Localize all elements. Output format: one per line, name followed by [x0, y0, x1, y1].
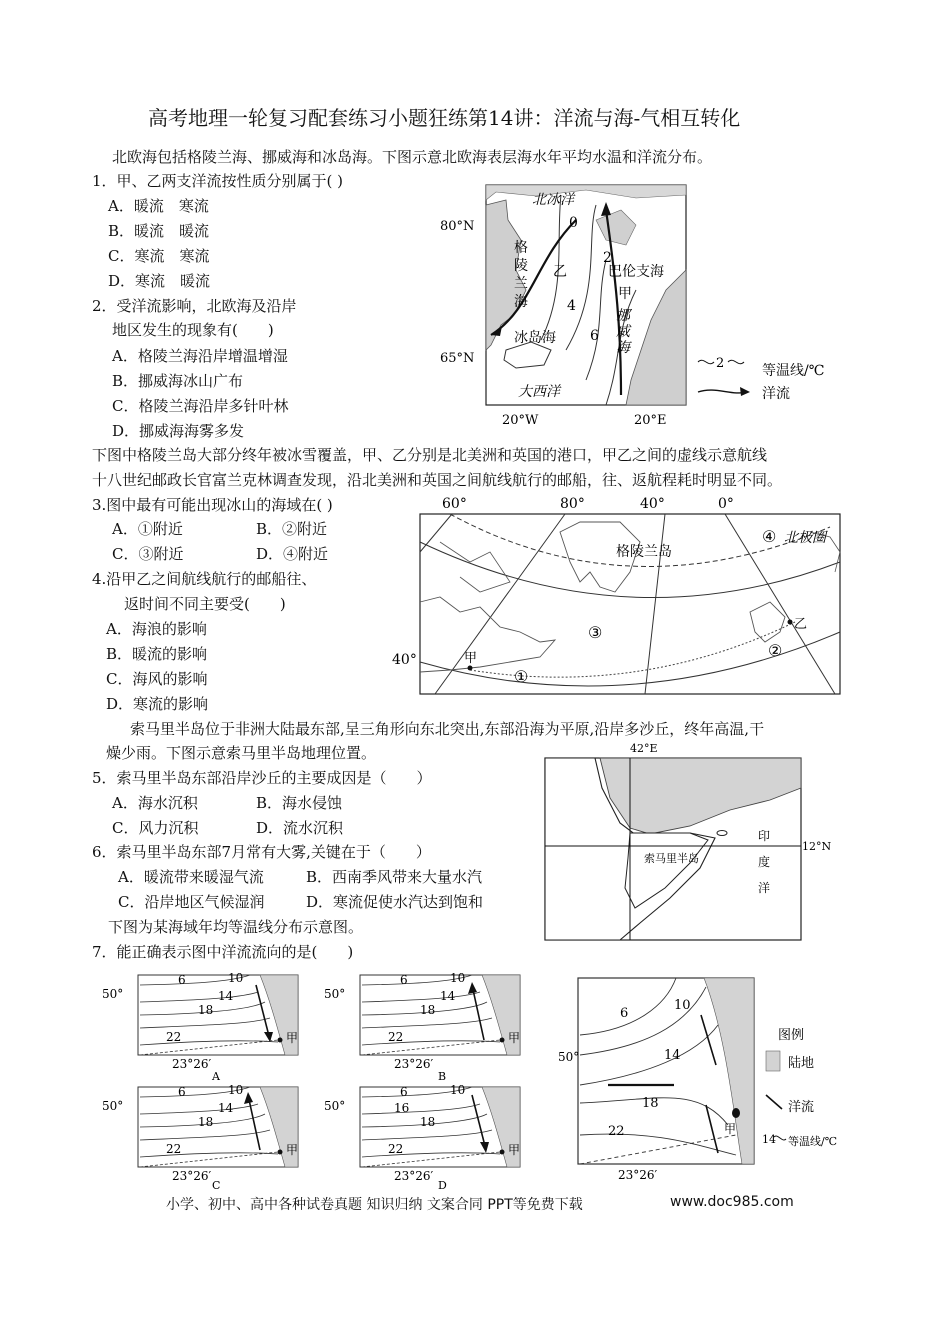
q2-option-b: B．挪威海冰山广布: [112, 372, 244, 390]
q2-option-c: C．格陵兰海沿岸多针叶林: [112, 397, 289, 415]
big-port: 甲: [724, 1122, 737, 1136]
panel-c-iso-6: 6: [178, 1085, 186, 1099]
panel-d-tropic: 23°26′: [394, 1169, 434, 1183]
panel-a-tropic: 23°26′: [172, 1057, 212, 1071]
panel-b-iso-14: 14: [440, 989, 456, 1003]
label-arctic-circle: 北极圈: [784, 530, 826, 546]
q2-stem-line2: 地区发生的现象有( ): [112, 321, 274, 339]
legend-isotherm-value: 14: [762, 1133, 776, 1146]
label-iceland-sea: 冰岛海: [514, 330, 556, 346]
panel-c-iso-10: 10: [228, 1083, 244, 1097]
legend-current-swatch: [766, 1095, 782, 1109]
q5-option-b: B．海水侵蚀: [256, 794, 343, 812]
north-sea-map: [436, 180, 856, 430]
q1-option-a: A．暖流 寒流: [108, 197, 209, 215]
panel-d-iso-18: 18: [420, 1115, 436, 1129]
big-map-port-dot: [732, 1108, 740, 1118]
map2-frame: [420, 514, 840, 694]
port-jia: [468, 666, 473, 671]
legend-title: 图例: [778, 1028, 805, 1043]
q3-stem: 3.图中最有可能出现冰山的海域在( ): [92, 496, 333, 514]
q1-option-d: D．寒流 暖流: [108, 272, 211, 290]
footer-link[interactable]: www.doc985.com: [670, 1194, 794, 1210]
panel-b-iso-22: 22: [388, 1030, 404, 1044]
marker-2: ②: [768, 641, 783, 660]
q5-option-d: D．流水沉积: [256, 819, 344, 837]
label-greenland-2: 陵: [514, 258, 528, 274]
panel-d-iso-16: 16: [394, 1101, 410, 1115]
label-greenland-3: 兰: [514, 276, 528, 292]
label-yi: 乙: [794, 617, 808, 632]
label-atlantic: 大西洋: [518, 384, 560, 400]
legend-isotherm-swatch: [698, 360, 714, 363]
q6-option-c: C．沿岸地区气候湿润: [118, 893, 265, 911]
intro-somali-2: 燥少雨。下图示意索马里半岛地理位置。: [106, 744, 377, 762]
port-yi: [788, 620, 793, 625]
intro-somali-1: 索马里半岛位于非洲大陆最东部,呈三角形向东北突出,东部沿海为平原,沿岸多沙丘，终年高温,干: [130, 720, 765, 738]
label-norway-1: 挪: [616, 308, 630, 324]
intro-isotherm: 下图为某海域年均等温线分布示意图。: [108, 918, 364, 936]
legend-isotherm-value: 2: [716, 356, 725, 371]
label-arctic: 北冰洋: [532, 192, 574, 208]
intro-north-sea: 北欧海包括格陵兰海、挪威海和冰岛海。下图示意北欧海表层海水年平均水温和洋流分布。: [112, 148, 713, 166]
panel-a-iso-14: 14: [218, 989, 234, 1003]
big-iso-18: 18: [642, 1096, 659, 1111]
q4-option-b: B．暖流的影响: [106, 645, 208, 663]
panel-a-iso-22: 22: [166, 1030, 182, 1044]
legend-current: 洋流: [788, 1100, 815, 1115]
panel-b-iso-18: 18: [420, 1003, 436, 1017]
panel-a-port: 甲: [286, 1031, 299, 1045]
big-tropic: 23°26′: [618, 1168, 658, 1182]
lat-80n: 80°N: [440, 219, 475, 234]
panel-b-port: 甲: [508, 1031, 521, 1045]
lon-42e: 42°E: [630, 742, 658, 755]
q2-stem-line1: 2．受洋流影响，北欧海及沿岸: [92, 297, 297, 315]
q1-option-b: B．暖流 暖流: [108, 222, 210, 240]
label-norway-3: 海: [616, 340, 630, 356]
panel-c-port: 甲: [286, 1143, 299, 1157]
panel-a-lat: 50°: [102, 987, 124, 1001]
panel-b-label: B: [438, 1070, 447, 1083]
q6-option-a: A．暖流带来暖湿气流: [118, 868, 264, 886]
intro-greenland: 下图中格陵兰岛大部分终年被冰雪覆盖，甲、乙分别是北美洲和英国的港口，甲乙之间的虚线示意航线: [92, 446, 768, 464]
label-jia: 甲: [618, 286, 632, 302]
legend-land-swatch: [766, 1051, 780, 1071]
isotherm-label-6: 6: [590, 328, 599, 344]
intro-franklin: 十八世纪邮政长官富兰克林调查发现，沿北美洲和英国之间航线航行的邮船，往、返航程耗时明显不同。: [92, 471, 783, 489]
panel-d-iso-6: 6: [400, 1085, 408, 1099]
panel-c-lat: 50°: [102, 1099, 124, 1113]
panel-d-lat: 50°: [324, 1099, 346, 1113]
legend-isotherm-label: 等温线/℃: [788, 1135, 838, 1148]
panel-b-lat: 50°: [324, 987, 346, 1001]
panel-d-iso-22: 22: [388, 1142, 404, 1156]
q2-option-d: D．挪威海海雾多发: [112, 422, 245, 440]
label-yi: 乙: [553, 264, 567, 280]
panel-a-iso-10: 10: [228, 971, 244, 985]
panel-b-iso-6: 6: [400, 973, 408, 987]
label-somali: 索马里半岛: [644, 852, 699, 865]
isotherm-label-2: 2: [603, 250, 612, 266]
lat-12n: 12°N: [802, 840, 832, 853]
marker-1: ①: [514, 667, 529, 686]
big-lat-50: 50°: [558, 1050, 580, 1064]
label-greenland-1: 格: [514, 240, 528, 256]
q4-option-a: A．海浪的影响: [106, 620, 207, 638]
panel-c-label: C: [212, 1179, 221, 1192]
isotherm-label-0: 0: [569, 215, 578, 231]
page-title: 高考地理一轮复习配套练习小题狂练第14讲：洋流与海-气相互转化: [148, 106, 741, 130]
lon-80: 80°: [560, 496, 585, 512]
socotra-island: [717, 831, 727, 836]
panel-a-label: A: [212, 1070, 220, 1083]
label-greenland-4: 海: [514, 294, 528, 310]
panel-d-port: 甲: [508, 1143, 521, 1157]
q7-options-maps: [100, 970, 540, 1192]
lat-40: 40°: [392, 652, 417, 668]
q1-option-c: C．寒流 寒流: [108, 247, 210, 265]
panel-c-iso-18: 18: [198, 1115, 214, 1129]
q6-option-b: B．西南季风带来大量水汽: [306, 868, 483, 886]
label-ocean-2: 度: [758, 855, 771, 869]
panel-a-iso-6: 6: [178, 973, 186, 987]
legend-current-label: 洋流: [762, 386, 790, 402]
marker-4: ④: [762, 527, 777, 546]
label-jia: 甲: [464, 651, 478, 666]
q7-stem: 7．能正确表示图中洋流流向的是( ): [92, 943, 354, 961]
label-norway-2: 威: [616, 324, 630, 340]
panel-c-iso-14: 14: [218, 1101, 234, 1115]
marker-3: ③: [588, 623, 603, 642]
label-ocean-3: 洋: [758, 881, 771, 895]
panel-c-tropic: 23°26′: [172, 1169, 212, 1183]
q3-option-a: A．①附近: [112, 520, 183, 538]
panel-a-iso-18: 18: [198, 1003, 214, 1017]
legend-land: 陆地: [788, 1056, 815, 1071]
footer-text: 小学、初中、高中各种试卷真题 知识归纳 文案合同 PPT等免费下载: [166, 1197, 583, 1213]
big-iso-6: 6: [620, 1006, 629, 1021]
q1-stem: 1．甲、乙两支洋流按性质分别属于( ): [92, 172, 344, 190]
label-barents: 巴伦支海: [608, 264, 664, 280]
q5-stem: 5．索马里半岛东部沿岸沙丘的主要成因是（ ）: [92, 769, 432, 787]
panel-d-iso-10: 10: [450, 1083, 466, 1097]
lon-60: 60°: [442, 496, 467, 512]
label-ocean-1: 印: [758, 829, 771, 843]
q4-option-c: C．海风的影响: [106, 670, 208, 688]
big-iso-10: 10: [674, 998, 691, 1013]
lon-20w: 20°W: [502, 413, 539, 428]
lon-0: 0°: [718, 496, 734, 512]
panel-b-iso-10: 10: [450, 971, 466, 985]
q2-option-a: A．格陵兰海沿岸增温增湿: [112, 347, 288, 365]
q4-stem-line2: 返时间不同主要受( ): [124, 595, 286, 613]
big-iso-22: 22: [608, 1124, 625, 1139]
q3-option-c: C．③附近: [112, 545, 184, 563]
legend-isotherm-label: 等温线/℃: [762, 363, 825, 379]
q3-option-d: D．④附近: [256, 545, 329, 563]
q4-option-d: D．寒流的影响: [106, 695, 209, 713]
label-greenland-island: 格陵兰岛: [616, 544, 672, 560]
q5-option-a: A．海水沉积: [112, 794, 198, 812]
q4-stem-line1: 4.沿甲乙之间航线航行的邮船往、: [92, 570, 317, 588]
lat-65n: 65°N: [440, 351, 475, 366]
isotherm-label-4: 4: [567, 298, 576, 314]
q6-stem: 6．索马里半岛东部7月常有大雾,关键在于（ ）: [92, 843, 431, 861]
panel-c-iso-22: 22: [166, 1142, 182, 1156]
somali-map: [540, 738, 840, 944]
isotherm-map-large: [556, 975, 846, 1187]
big-iso-14: 14: [664, 1048, 681, 1063]
north-atlantic-map: [390, 492, 850, 702]
panel-b-tropic: 23°26′: [394, 1057, 434, 1071]
panel-d-label: D: [438, 1179, 447, 1192]
lon-20e: 20°E: [634, 413, 667, 428]
lon-40: 40°: [640, 496, 665, 512]
q3-option-b: B．②附近: [256, 520, 328, 538]
q5-option-c: C．风力沉积: [112, 819, 199, 837]
q6-option-d: D．寒流促使水汽达到饱和: [306, 893, 484, 911]
